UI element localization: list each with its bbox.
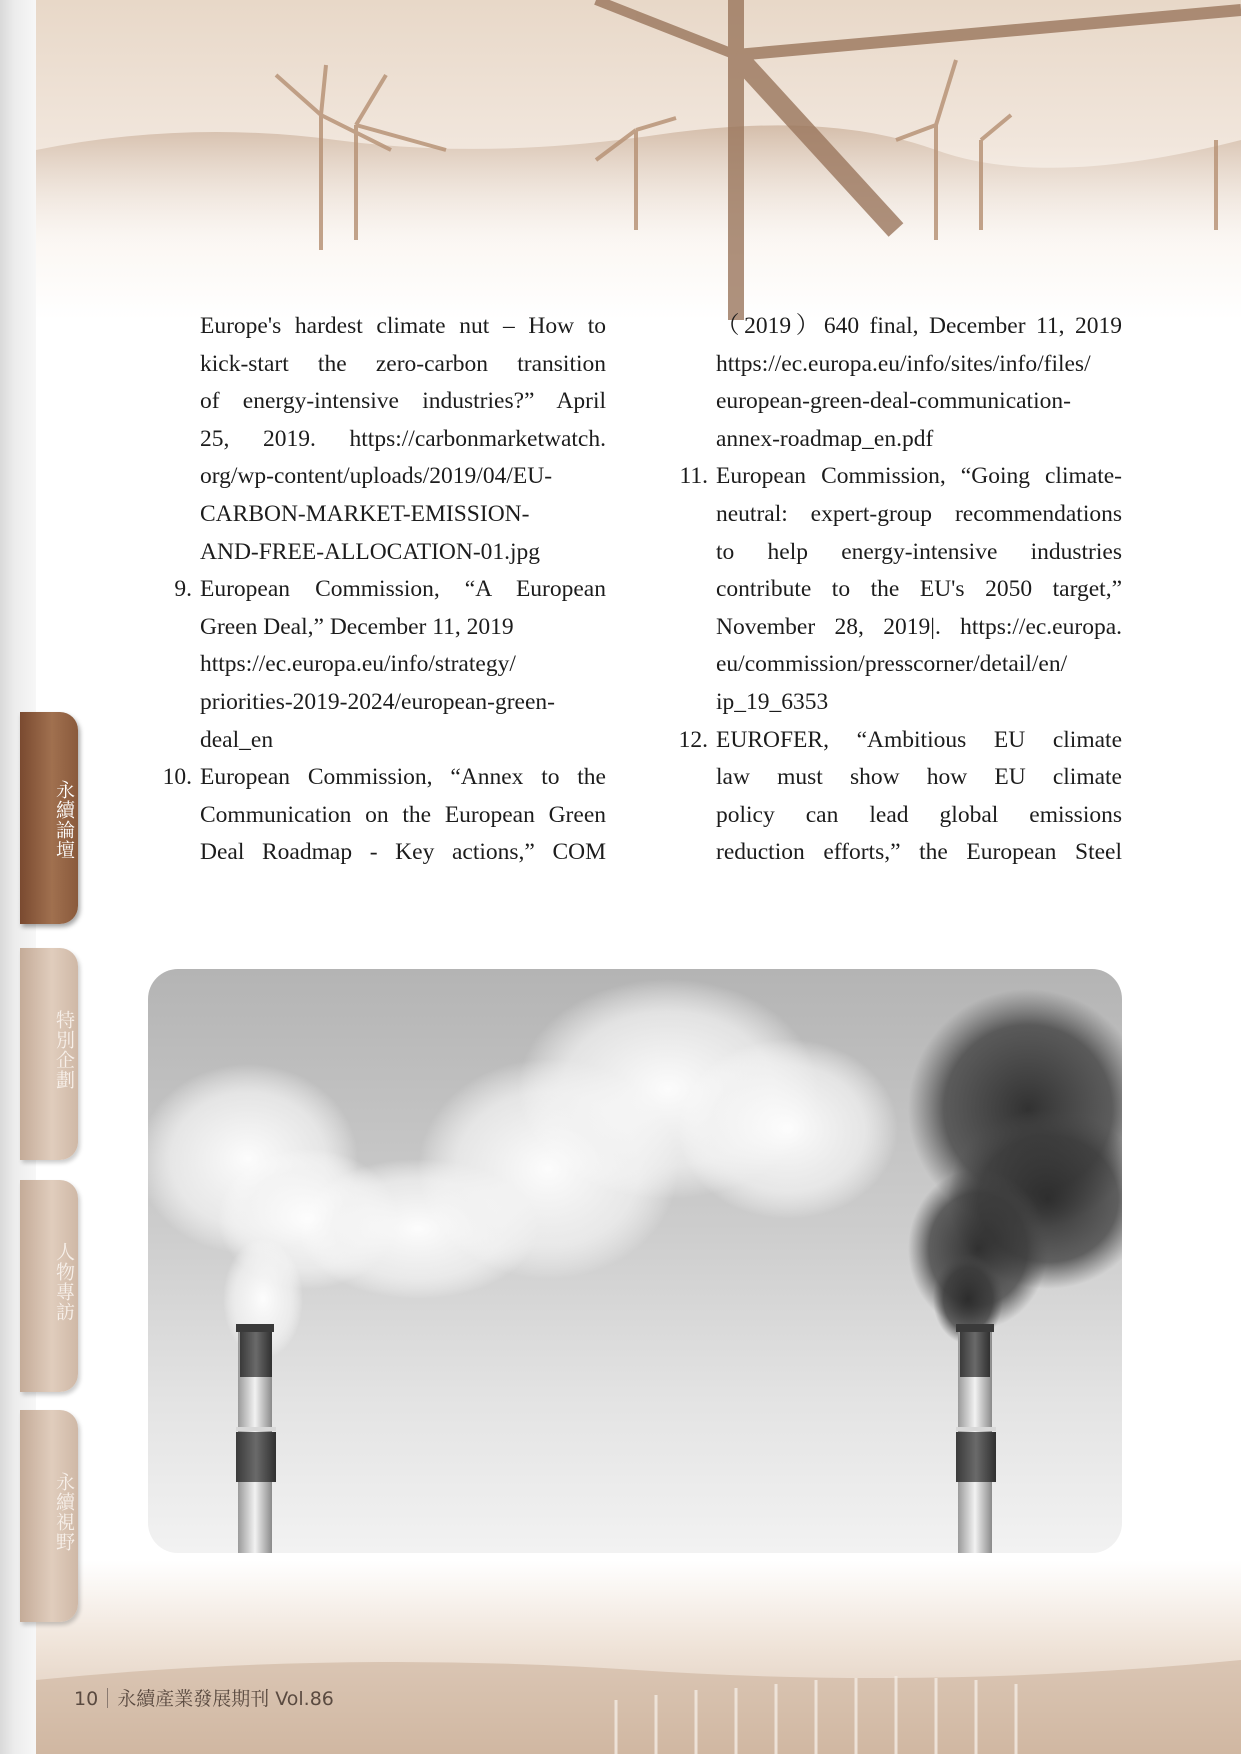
text-line: Europe's hardest climate nut – How to	[200, 313, 606, 339]
text-line: contribute to the EU's 2050 target,”	[716, 576, 1122, 603]
reference-11	[679, 458, 1122, 721]
text-line: European Commission, “A European	[200, 576, 606, 603]
text-line: kick-start the zero-carbon transition	[200, 350, 606, 377]
tab-label: 人物專訪	[53, 1242, 75, 1322]
reference-link[interactable]: deal_en	[200, 726, 274, 753]
reference-link[interactable]: priorities-2019-2024/european-green-	[200, 688, 555, 715]
reference-number: 12.	[678, 726, 708, 753]
text-line: Deal Roadmap - Key actions,” COM	[200, 839, 606, 866]
tab-sustainability-forum[interactable]	[20, 712, 78, 924]
tab-special-feature[interactable]	[20, 948, 78, 1160]
footer-landscape-banner	[36, 1560, 1241, 1754]
left-text-column	[162, 308, 606, 872]
wind-turbine-illustration	[36, 0, 1241, 320]
journal-title: 永續產業發展期刊 Vol.86	[117, 1688, 334, 1710]
reference-number: 9.	[174, 576, 192, 603]
reference-10-continuation	[716, 308, 1122, 458]
reference-link[interactable]: https://ec.europa.eu/info/sites/info/files/	[716, 350, 1091, 377]
tab-sustainability-vision[interactable]	[20, 1410, 78, 1622]
text-line: reduction efforts,” the European Steel	[716, 839, 1122, 866]
text-line: EUROFER, “Ambitious EU climate	[716, 726, 1122, 753]
reference-12	[678, 722, 1122, 872]
reference-8-continuation	[200, 308, 606, 571]
reference-link[interactable]: european-green-deal-communication-	[716, 388, 1071, 415]
right-text-column	[678, 308, 1122, 872]
text-line: policy can lead global emissions	[716, 801, 1122, 828]
text-line: European Commission, “Annex to the	[200, 764, 606, 791]
footer-divider	[107, 1688, 108, 1708]
text-line: European Commission, “Going climate-	[716, 463, 1122, 490]
text-line: neutral: expert-group recommendations	[716, 500, 1122, 527]
page-number: 10	[74, 1688, 99, 1710]
smokestack-illustration	[148, 969, 1122, 1553]
text-line: law must show how EU climate	[716, 764, 1122, 791]
reference-link[interactable]: ip_19_6353	[716, 688, 829, 715]
reference-number: 11.	[679, 463, 708, 490]
text-line: CARBON-MARKET-EMISSION-	[200, 500, 530, 527]
reference-link[interactable]: eu/commission/presscorner/detail/en/	[716, 651, 1068, 678]
tab-label: 永續論壇	[53, 780, 75, 860]
text-line: AND-FREE-ALLOCATION-01.jpg	[200, 538, 541, 565]
tab-interviews[interactable]	[20, 1180, 78, 1392]
text-line: Green Deal,” December 11, 2019	[200, 613, 514, 640]
text-line: org/wp-content/uploads/2019/04/EU-	[200, 463, 553, 490]
tab-label: 特別企劃	[53, 1010, 75, 1090]
text-line: （2019）640 final, December 11, 2019	[716, 313, 1122, 339]
reference-9	[174, 571, 606, 759]
header-wind-turbine-banner	[36, 0, 1241, 320]
reference-link[interactable]: https://ec.europa.eu/info/strategy/	[200, 651, 516, 678]
tab-label: 永續視野	[53, 1472, 75, 1552]
reference-link[interactable]: November 28, 2019|. https://ec.europa.	[716, 613, 1122, 640]
smokestack-photo	[148, 969, 1122, 1553]
text-line: of energy-intensive industries?” April	[200, 388, 606, 415]
reference-number: 10.	[162, 764, 192, 791]
reference-10	[162, 759, 606, 872]
page-footer	[74, 1684, 334, 1711]
text-line: Communication on the European Green	[200, 801, 606, 828]
reference-link[interactable]: annex-roadmap_en.pdf	[716, 425, 934, 452]
text-line: 25, 2019. https://carbonmarketwatch.	[200, 425, 606, 452]
footer-fence-illustration	[36, 1560, 1241, 1754]
text-line: to help energy-intensive industries	[716, 538, 1122, 565]
